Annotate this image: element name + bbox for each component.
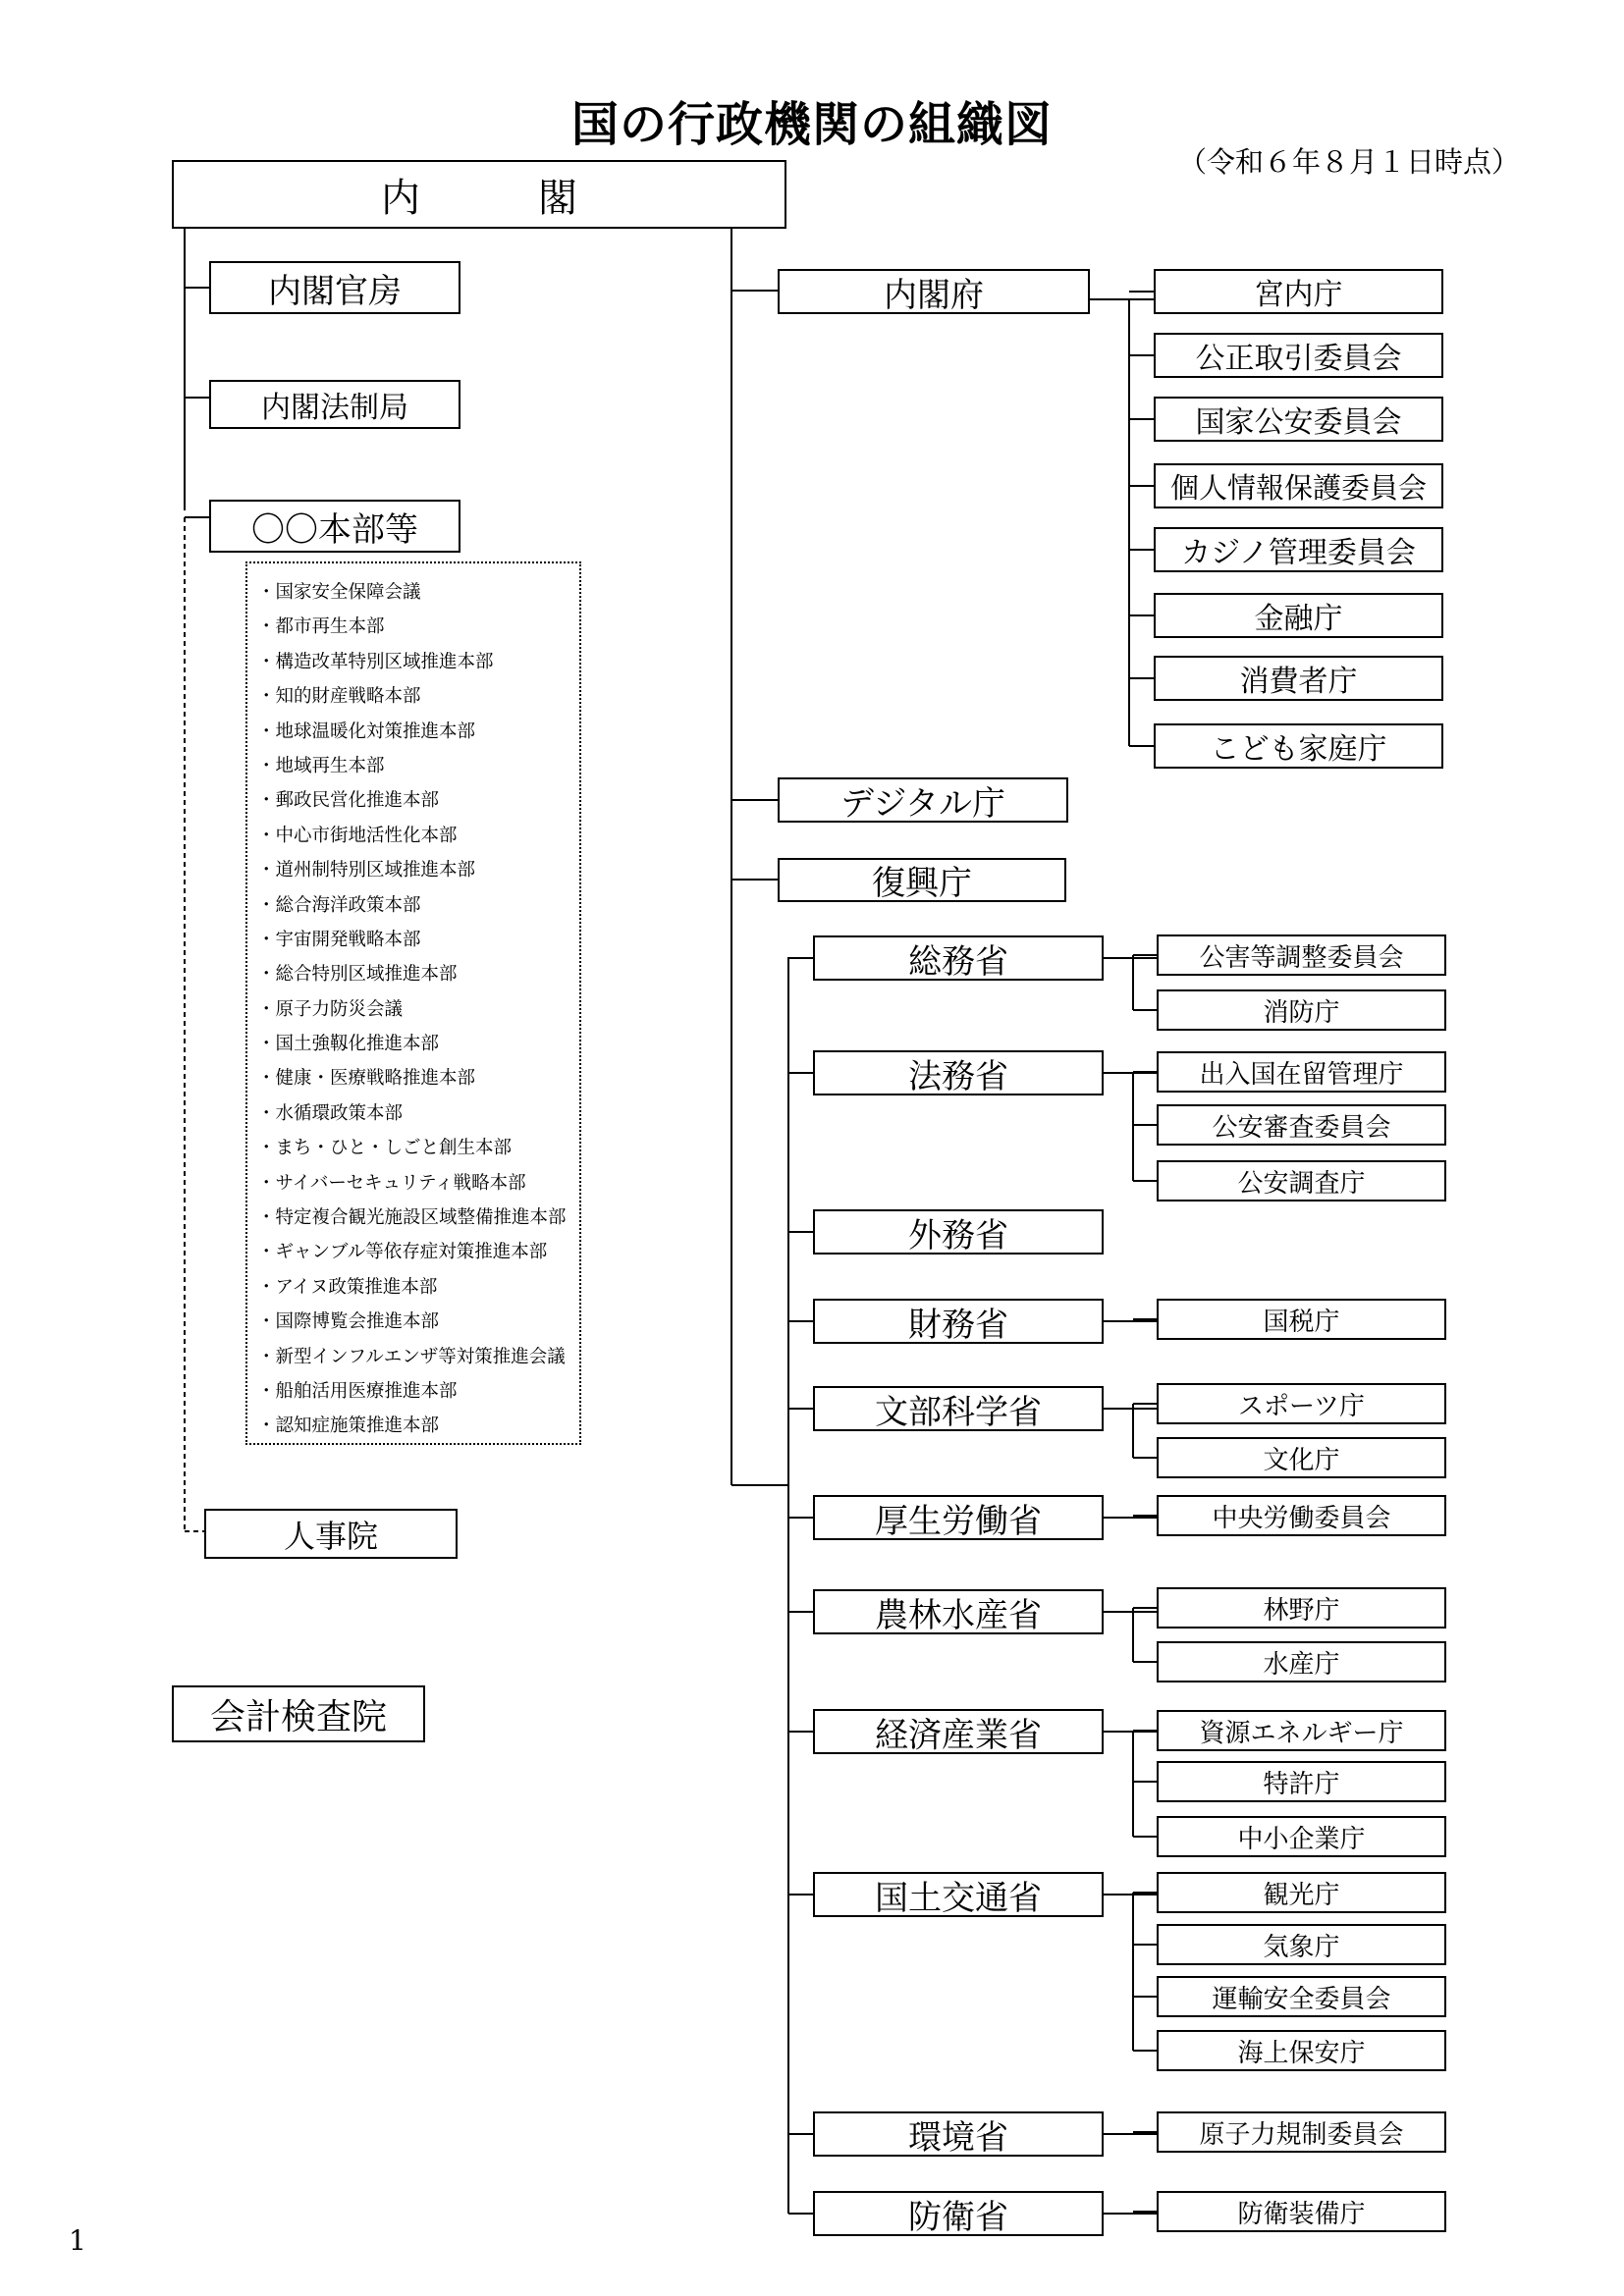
cabinet-office-agency-box: こども家庭庁 [1154,723,1443,769]
cabinet-box: 内 閣 [172,160,786,229]
headquarters-list-item: ・総合海洋政策本部 [257,894,421,916]
ministry-box: 外務省 [813,1209,1104,1255]
ministry-agency-box: 観光庁 [1157,1872,1446,1913]
headquarters-list-item: ・中心市街地活性化本部 [257,825,458,846]
cabinet-office-agency-box: 消費者庁 [1154,656,1443,701]
ministry-agency-box: 公安調査庁 [1157,1160,1446,1201]
ministry-agency-box: 中央労働委員会 [1157,1495,1446,1536]
headquarters-list-item: ・船舶活用医療推進本部 [257,1380,458,1402]
headquarters-list-item: ・水循環政策本部 [257,1102,404,1124]
ministry-agency-box: 国税庁 [1157,1299,1446,1340]
headquarters-list-item: ・国家安全保障会議 [257,582,421,603]
cabinet-office-agency-box: 国家公安委員会 [1154,397,1443,442]
headquarters-list-item: ・地球温暖化対策推進本部 [257,721,476,742]
cabinet-office-agency-box: 公正取引委員会 [1154,333,1443,378]
ministry-agency-box: 消防庁 [1157,989,1446,1031]
ministry-agency-box: 中小企業庁 [1157,1816,1446,1857]
headquarters-list-item: ・郵政民営化推進本部 [257,790,440,812]
headquarters-list-item: ・地域再生本部 [257,755,385,776]
headquarters-list-item: ・アイヌ政策推進本部 [257,1276,438,1298]
ministry-agency-box: 出入国在留管理庁 [1157,1051,1446,1093]
as-of-date: （令和６年８月１日時点） [1178,145,1521,179]
headquarters-list-item: ・都市再生本部 [257,616,385,638]
personnel-authority-box: 人事院 [204,1509,458,1559]
ministry-agency-box: 文化庁 [1157,1437,1446,1478]
headquarters-list-item: ・国際博覧会推進本部 [257,1311,440,1333]
ministry-box: 財務省 [813,1299,1104,1344]
headquarters-list-item: ・ギャンブル等依存症対策推進本部 [257,1242,548,1263]
headquarters-list-item: ・構造改革特別区域推進本部 [257,651,494,672]
headquarters-list-item: ・特定複合観光施設区域整備推進本部 [257,1207,567,1229]
headquarters-list-item: ・道州制特別区域推進本部 [257,860,476,881]
cabinet-secretariat-box: 内閣官房 [209,261,460,314]
page-number: 1 [69,2224,86,2257]
headquarters-list-item: ・サイバーセキュリティ戦略本部 [257,1172,526,1194]
ministry-agency-box: 原子力規制委員会 [1157,2111,1446,2153]
headquarters-list-item: ・認知症施策推進本部 [257,1415,440,1437]
headquarters-list-item: ・知的財産戦略本部 [257,686,421,708]
cabinet-office-agency-box: 金融庁 [1154,593,1443,638]
ministry-agency-box: 気象庁 [1157,1924,1446,1965]
headquarters-box: 〇〇本部等 [209,500,460,553]
ministry-box: 農林水産省 [813,1589,1104,1634]
headquarters-list-item: ・国土強靱化推進本部 [257,1034,440,1055]
ministry-agency-box: 運輸安全委員会 [1157,1976,1446,2017]
ministry-agency-box: 公安審査委員会 [1157,1104,1446,1146]
legislation-bureau-box: 内閣法制局 [209,380,460,429]
headquarters-list-item: ・宇宙開発戦略本部 [257,929,421,950]
reconstruction-agency-box: 復興庁 [778,858,1066,902]
ministry-agency-box: スポーツ庁 [1157,1383,1446,1424]
ministry-box: 文部科学省 [813,1386,1104,1431]
ministry-box: 国土交通省 [813,1872,1104,1917]
ministry-box: 厚生労働省 [813,1495,1104,1540]
ministry-box: 総務省 [813,935,1104,981]
headquarters-list-item: ・健康・医療戦略推進本部 [257,1068,476,1090]
ministry-box: 法務省 [813,1050,1104,1095]
headquarters-list-item: ・まち・ひと・しごと創生本部 [257,1138,513,1159]
ministry-agency-box: 海上保安庁 [1157,2030,1446,2071]
headquarters-list-item: ・原子力防災会議 [257,998,404,1020]
ministry-agency-box: 水産庁 [1157,1641,1446,1682]
headquarters-list [245,561,581,1445]
ministry-box: 経済産業省 [813,1709,1104,1754]
ministry-box: 環境省 [813,2111,1104,2157]
headquarters-list-item: ・総合特別区域推進本部 [257,964,458,986]
ministry-agency-box: 公害等調整委員会 [1157,934,1446,976]
chart-title: 国の行政機関の組織図 [570,97,1053,152]
ministry-agency-box: 資源エネルギー庁 [1157,1710,1446,1751]
ministry-agency-box: 林野庁 [1157,1587,1446,1629]
ministry-box: 防衛省 [813,2191,1104,2236]
cabinet-office-box: 内閣府 [778,269,1090,314]
cabinet-office-agency-box: 個人情報保護委員会 [1154,463,1443,508]
digital-agency-box: デジタル庁 [778,777,1068,823]
board-of-audit-box: 会計検査院 [172,1685,425,1742]
headquarters-list-item: ・新型インフルエンザ等対策推進会議 [257,1346,566,1367]
ministry-agency-box: 防衛装備庁 [1157,2191,1446,2232]
cabinet-office-agency-box: カジノ管理委員会 [1154,527,1443,572]
cabinet-office-agency-box: 宮内庁 [1154,269,1443,314]
ministry-agency-box: 特許庁 [1157,1761,1446,1802]
